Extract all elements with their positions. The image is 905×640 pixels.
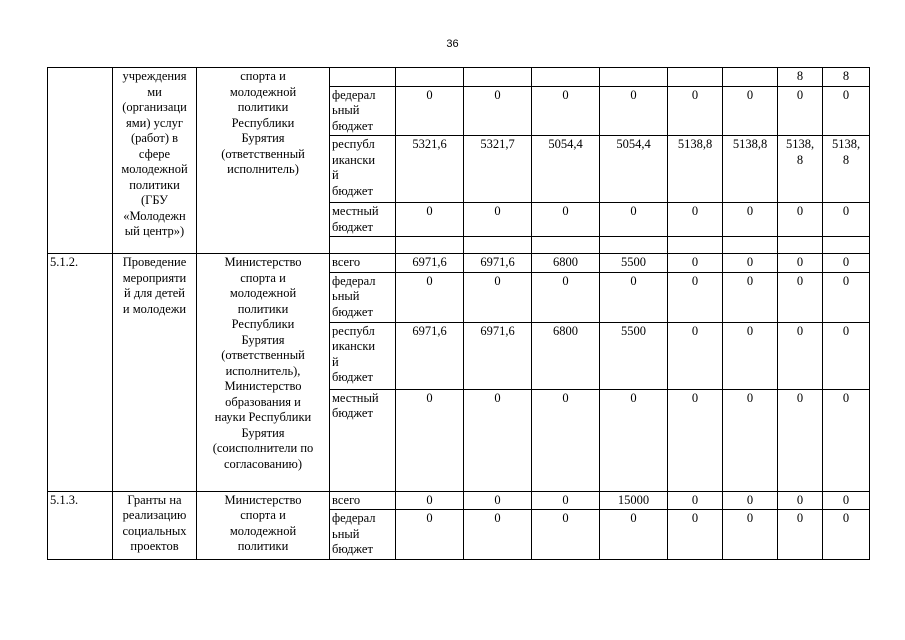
- value-cell: 0: [778, 254, 823, 273]
- value-cell: 0: [778, 272, 823, 322]
- value-cell: 8: [778, 68, 823, 87]
- value-cell: 0: [464, 272, 532, 322]
- value-cell: 0: [723, 86, 778, 136]
- value-cell: 0: [778, 203, 823, 237]
- source-label: федерал ьный бюджет: [330, 272, 396, 322]
- value-cell: 0: [396, 491, 464, 510]
- value-cell: [600, 68, 668, 87]
- source-label: республ икански й бюджет: [330, 136, 396, 203]
- value-cell: 0: [668, 491, 723, 510]
- value-cell: 0: [396, 510, 464, 560]
- value-cell: 8: [823, 68, 870, 87]
- value-cell: 0: [464, 510, 532, 560]
- value-cell: 0: [532, 272, 600, 322]
- value-cell: 15000: [600, 491, 668, 510]
- value-cell: 0: [600, 389, 668, 491]
- value-cell: 0: [723, 272, 778, 322]
- value-cell: [778, 237, 823, 254]
- value-cell: 0: [532, 86, 600, 136]
- event-name-cell: Проведение мероприяти й для детей и молодежи: [113, 254, 197, 492]
- source-label: федерал ьный бюджет: [330, 510, 396, 560]
- value-cell: 0: [778, 322, 823, 389]
- value-cell: 5138, 8: [778, 136, 823, 203]
- value-cell: 0: [668, 86, 723, 136]
- value-cell: 0: [823, 510, 870, 560]
- value-cell: 0: [396, 86, 464, 136]
- value-cell: 6800: [532, 254, 600, 273]
- value-cell: 0: [823, 254, 870, 273]
- code-cell: [48, 68, 113, 254]
- executor-cell: Министерство спорта и молодежной политики Республики Бурятия (ответственный исполнитель), Министерство образования и науки Республики Бурятия (соисполнители по согласованию): [197, 254, 330, 492]
- value-cell: 0: [464, 491, 532, 510]
- value-cell: 0: [778, 86, 823, 136]
- value-cell: 0: [532, 389, 600, 491]
- value-cell: 6971,6: [464, 254, 532, 273]
- value-cell: 5138,8: [723, 136, 778, 203]
- code-cell: 5.1.3.: [48, 491, 113, 560]
- value-cell: 0: [600, 203, 668, 237]
- value-cell: 0: [778, 389, 823, 491]
- value-cell: 6800: [532, 322, 600, 389]
- value-cell: 0: [723, 491, 778, 510]
- source-label: республ икански й бюджет: [330, 322, 396, 389]
- table-row: [48, 254, 870, 273]
- value-cell: 0: [668, 510, 723, 560]
- value-cell: 0: [723, 203, 778, 237]
- value-cell: 5500: [600, 254, 668, 273]
- value-cell: 0: [396, 203, 464, 237]
- page-number: 36: [446, 38, 459, 50]
- value-cell: 0: [464, 203, 532, 237]
- table-row: [48, 491, 870, 510]
- executor-cell: спорта и молодежной политики Республики Бурятия (ответственный исполнитель): [197, 68, 330, 254]
- value-cell: 0: [668, 389, 723, 491]
- value-cell: 0: [532, 491, 600, 510]
- value-cell: 0: [600, 510, 668, 560]
- value-cell: 6971,6: [396, 322, 464, 389]
- value-cell: 0: [823, 203, 870, 237]
- value-cell: 6971,6: [396, 254, 464, 273]
- value-cell: 5500: [600, 322, 668, 389]
- source-label: местный бюджет: [330, 203, 396, 237]
- value-cell: 0: [723, 389, 778, 491]
- value-cell: 5321,7: [464, 136, 532, 203]
- value-cell: 0: [823, 322, 870, 389]
- value-cell: [723, 237, 778, 254]
- value-cell: [668, 68, 723, 87]
- value-cell: 0: [668, 254, 723, 273]
- executor-cell: Министерство спорта и молодежной политики: [197, 491, 330, 560]
- table-row: [48, 68, 870, 87]
- value-cell: 0: [532, 203, 600, 237]
- value-cell: 0: [668, 203, 723, 237]
- value-cell: [823, 237, 870, 254]
- value-cell: 5054,4: [532, 136, 600, 203]
- value-cell: [532, 68, 600, 87]
- value-cell: 5321,6: [396, 136, 464, 203]
- value-cell: 0: [723, 254, 778, 273]
- code-cell: 5.1.2.: [48, 254, 113, 492]
- value-cell: 0: [668, 322, 723, 389]
- value-cell: 0: [778, 491, 823, 510]
- source-label: всего: [330, 254, 396, 273]
- value-cell: [396, 68, 464, 87]
- value-cell: 0: [823, 272, 870, 322]
- value-cell: 0: [823, 491, 870, 510]
- source-cell: [330, 237, 396, 254]
- source-label: федерал ьный бюджет: [330, 86, 396, 136]
- source-cell: [330, 68, 396, 87]
- value-cell: 0: [600, 272, 668, 322]
- value-cell: 0: [723, 510, 778, 560]
- value-cell: [668, 237, 723, 254]
- value-cell: 0: [396, 389, 464, 491]
- value-cell: 0: [532, 510, 600, 560]
- value-cell: 5138, 8: [823, 136, 870, 203]
- value-cell: 0: [600, 86, 668, 136]
- value-cell: 0: [668, 272, 723, 322]
- value-cell: [532, 237, 600, 254]
- value-cell: [723, 68, 778, 87]
- value-cell: 0: [723, 322, 778, 389]
- value-cell: 0: [464, 389, 532, 491]
- value-cell: 0: [396, 272, 464, 322]
- value-cell: 0: [464, 86, 532, 136]
- value-cell: 0: [823, 389, 870, 491]
- event-name-cell: учреждения ми (организаци ями) услуг (работ) в сфере молодежной политики (ГБУ «Молодежн ый центр»): [113, 68, 197, 254]
- value-cell: [464, 237, 532, 254]
- value-cell: 5138,8: [668, 136, 723, 203]
- value-cell: [396, 237, 464, 254]
- value-cell: 0: [823, 86, 870, 136]
- value-cell: 6971,6: [464, 322, 532, 389]
- budget-table: [47, 67, 870, 560]
- value-cell: [600, 237, 668, 254]
- value-cell: [464, 68, 532, 87]
- value-cell: 0: [778, 510, 823, 560]
- source-label: местный бюджет: [330, 389, 396, 491]
- event-name-cell: Гранты на реализацию социальных проектов: [113, 491, 197, 560]
- value-cell: 5054,4: [600, 136, 668, 203]
- source-label: всего: [330, 491, 396, 510]
